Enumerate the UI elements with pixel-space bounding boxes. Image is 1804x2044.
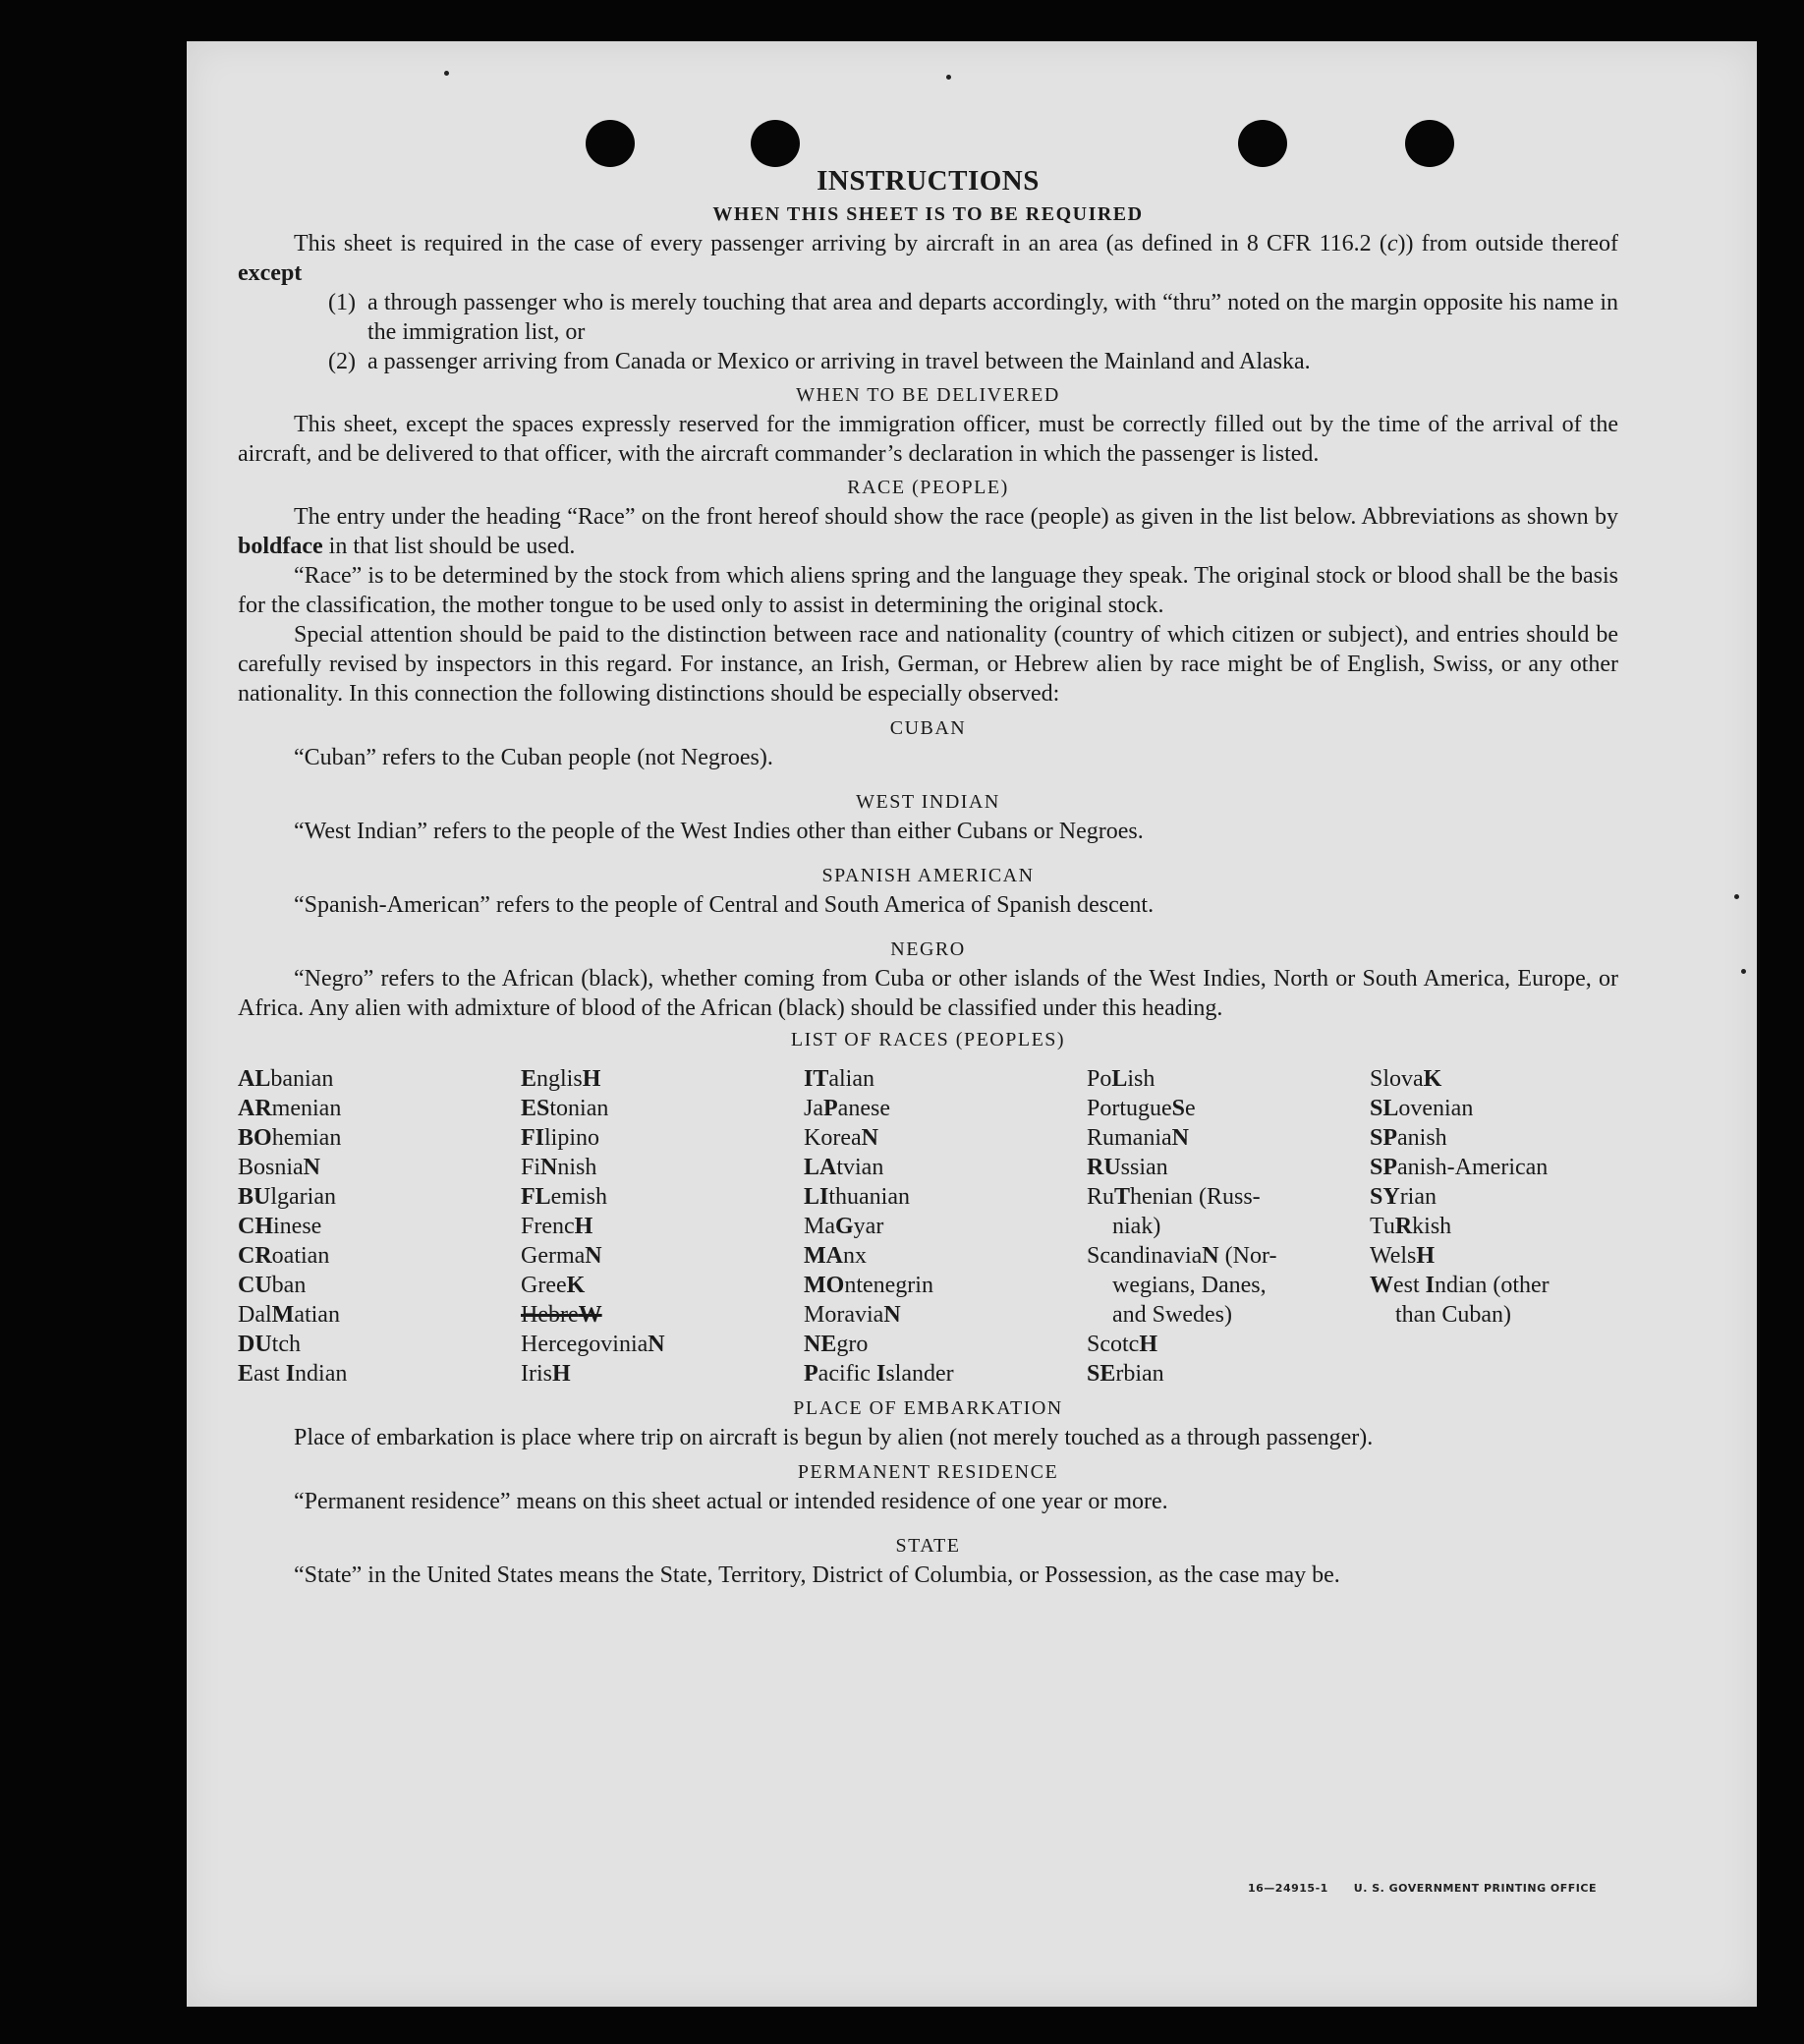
race-entry: niak) [1112,1214,1161,1239]
race-entry: NEgro [804,1332,869,1357]
race-entry: ScandinaviaN (Nor- [1087,1243,1277,1269]
race-entry: TuRkish [1370,1214,1452,1239]
instructions-body [238,165,1618,1590]
race-entry: LAtvian [804,1155,884,1180]
race-entry: MoraviaN [804,1302,901,1328]
form-code: 16—24915-1 [1248,1882,1328,1895]
race-entry: PortugueSe [1087,1096,1196,1121]
speck [946,75,951,80]
section-heading-negro: NEGRO [890,938,966,960]
section-heading-embarkation: PLACE OF EMBARKATION [793,1397,1063,1419]
section-heading-required: WHEN THIS SHEET IS TO BE REQUIRED [712,203,1144,225]
west-indian-paragraph: “West Indian” refers to the people of the West Indies other than either Cubans or Negroes. [294,819,1144,844]
races-column [238,1064,521,1389]
race-entry: SlovaK [1370,1066,1442,1092]
printer-imprint [1248,1882,1597,1895]
race-entry: ITalian [804,1066,874,1092]
race-entry: KoreaN [804,1125,878,1151]
race-entry: ALbanian [238,1066,334,1092]
race-entry: ARmenian [238,1096,342,1121]
race-entry: DUtch [238,1332,301,1357]
races-column [521,1064,804,1389]
speck [444,71,449,76]
race-entry: SPanish-American [1370,1155,1549,1180]
section-heading-west-indian: WEST INDIAN [856,791,1000,813]
race-entry: SYrian [1370,1184,1437,1210]
races-column [804,1064,1087,1389]
race-entry: CHinese [238,1214,322,1239]
race-entry: FrencH [521,1214,593,1239]
race-entry: EStonian [521,1096,609,1121]
race-entry: GermaN [521,1243,602,1269]
races-table [238,1064,1618,1389]
race-entry: FiNnish [521,1155,597,1180]
negro-paragraph: “Negro” refers to the African (black), whether coming from Cuba or other islands of the West Indies, North or South America, Europe, or Africa. Any alien with admixture of blood of the African (black) should be classified under this heading. [238,966,1618,1021]
printer-name: U. S. GOVERNMENT PRINTING OFFICE [1353,1882,1597,1895]
section-heading-spanish-american: SPANISH AMERICAN [821,865,1035,886]
punch-hole [751,120,800,167]
section-heading-races-list: LIST OF RACES (PEOPLES) [790,1029,1066,1050]
race-entry: SErbian [1087,1361,1164,1387]
spanish-american-paragraph: “Spanish-American” refers to the people of Central and South America of Spanish descent. [294,892,1155,918]
race-entry: FIlipino [521,1125,600,1151]
race-entry: WelsH [1370,1243,1436,1269]
race-entry: PoLish [1087,1066,1156,1092]
race-entry: CRoatian [238,1243,330,1269]
section-heading-delivered: WHEN TO BE DELIVERED [796,384,1060,406]
speck [1734,894,1739,899]
race-entry: IrisH [521,1361,571,1387]
race-entry: BOhemian [238,1125,342,1151]
race-paragraph: The entry under the heading “Race” on the front hereof should show the race (people) as given in the list below. Abbreviations as shown by boldface in that list should be used. [238,504,1618,559]
race-paragraph: “Race” is to be determined by the stock from which aliens spring and the language they speak. The original stock or blood shall be the basis for the classification, the mother tongue to be used only to assist in determining the original stock. [238,563,1618,618]
race-entry: than Cuban) [1395,1302,1511,1328]
exception-item: (2) a passenger arriving from Canada or Mexico or arriving in travel between the Mainland and Alaska. [328,349,1311,374]
delivered-paragraph: This sheet, except the spaces expressly reserved for the immigration officer, must be correctly filled out by the time of the arrival of the aircraft, and be delivered to that officer, with the aircraft commander’s declaration in which the passenger is listed. [238,412,1618,467]
required-paragraph: This sheet is required in the case of every passenger arriving by aircraft in an area (as defined in 8 CFR 116.2 (c)) from outside thereof except [238,231,1618,286]
race-entry: MaGyar [804,1214,884,1239]
punch-hole [1238,120,1287,167]
race-paragraph: Special attention should be paid to the distinction between race and nationality (country of which citizen or subject), and entries should be carefully revised by inspectors in this regard. For instance, an Irish, German, or Hebrew alien by race might be of English, Swiss, or any other nationality. In this connection the following distinctions should be especially observed: [238,622,1618,707]
race-entry: EnglisH [521,1066,601,1092]
race-entry: ScotcH [1087,1332,1157,1357]
state-paragraph: “State” in the United States means the State, Territory, District of Columbia, or Possession, as the case may be. [294,1562,1340,1588]
race-entry: wegians, Danes, [1112,1273,1267,1298]
race-entry: RUssian [1087,1155,1168,1180]
race-entry: East Indian [238,1361,348,1387]
race-entry: West Indian (other [1370,1273,1550,1298]
race-entry: FLemish [521,1184,607,1210]
race-entry: MOntenegrin [804,1273,933,1298]
section-heading-state: STATE [895,1535,961,1557]
race-entry: Pacific Islander [804,1361,954,1387]
section-heading-race: RACE (PEOPLE) [847,477,1009,498]
race-entry: BosniaN [238,1155,321,1180]
section-heading-residence: PERMANENT RESIDENCE [797,1461,1059,1483]
race-entry: RumaniaN [1087,1125,1189,1151]
race-entry: DalMatian [238,1302,340,1328]
section-heading-cuban: CUBAN [889,717,967,739]
race-entry: and Swedes) [1112,1302,1232,1328]
cuban-paragraph: “Cuban” refers to the Cuban people (not Negroes). [294,745,773,770]
exception-item: (1) a through passenger who is merely touching that area and departs accordingly, with “thru” noted on the margin opposite his name in the immigration list, or [328,290,1618,345]
race-entry: BUlgarian [238,1184,336,1210]
race-entry: LIthuanian [804,1184,910,1210]
races-column [1370,1064,1615,1389]
race-entry: GreeK [521,1273,586,1298]
race-entry: CUban [238,1273,307,1298]
page-title: INSTRUCTIONS [817,165,1040,197]
race-entry: SLovenian [1370,1096,1474,1121]
race-entry: HebreW [521,1302,602,1328]
speck [1741,969,1746,974]
residence-paragraph: “Permanent residence” means on this sheet actual or intended residence of one year or more. [294,1489,1168,1514]
race-entry: HercegoviniaN [521,1332,665,1357]
race-entry: MAnx [804,1243,867,1269]
race-entry: JaPanese [804,1096,890,1121]
punch-hole [586,120,635,167]
punch-hole [1405,120,1454,167]
races-column [1087,1064,1370,1389]
embarkation-paragraph: Place of embarkation is place where trip on aircraft is begun by alien (not merely touched as a through passenger). [294,1425,1374,1450]
race-entry: RuThenian (Russ- [1087,1184,1261,1210]
race-entry: SPanish [1370,1125,1447,1151]
